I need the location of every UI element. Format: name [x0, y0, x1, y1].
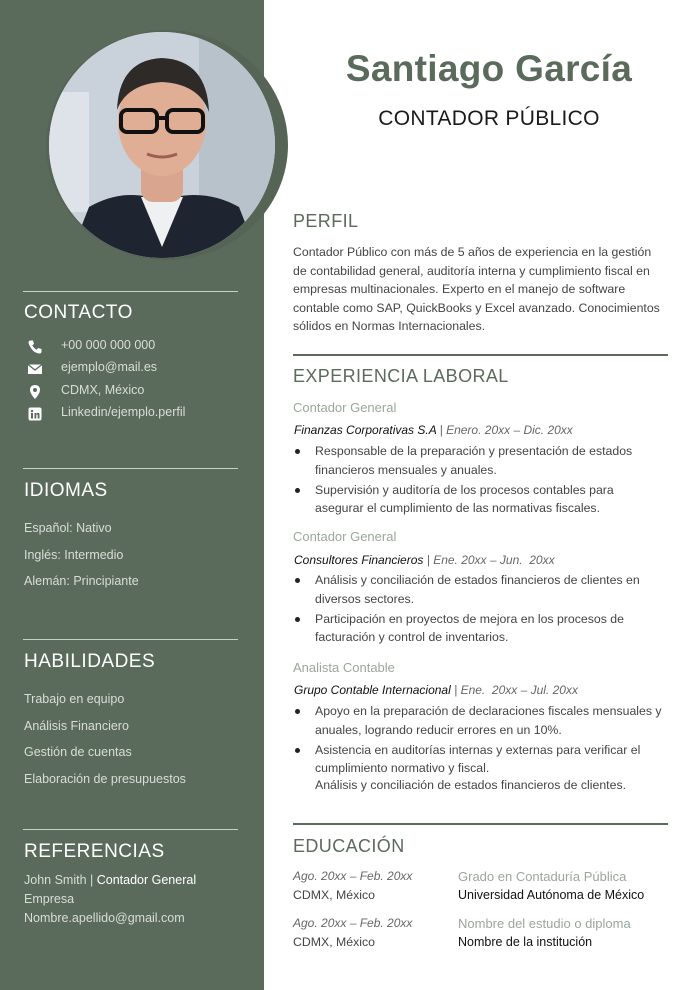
- list-item: Apoyo en la preparación de declaraciones fiscales mensuales y anuales, logrando reducir errores en un 10%.: [293, 702, 665, 739]
- contact-section: [23, 291, 238, 419]
- divider: [293, 354, 668, 356]
- linkedin-icon: [27, 406, 43, 422]
- languages-section: [23, 468, 238, 588]
- education-institution: Nombre de la institución: [458, 935, 593, 949]
- contact-email-text[interactable]: ejemplo@mail.es: [61, 360, 158, 374]
- education-degree: Grado en Contaduría Pública: [458, 869, 627, 884]
- list-item: Supervisión y auditoría de los procesos contables para asegurar el cumplimiento de las normativas fiscales.: [293, 481, 665, 518]
- experience-title: EXPERIENCIA LABORAL: [293, 366, 509, 386]
- reference-email[interactable]: Nombre.apellido@gmail.com: [24, 911, 185, 925]
- education-location: CDMX, México: [293, 935, 375, 949]
- bullet-icon: [295, 617, 300, 622]
- location-pin-icon: [27, 384, 43, 400]
- profile-title: PERFIL: [293, 211, 359, 231]
- job-title: Analista Contable: [293, 660, 395, 675]
- skill-item: Análisis Financiero: [24, 719, 129, 733]
- skills-title: HABILIDADES: [24, 651, 156, 672]
- list-item: Análisis y conciliación de estados financieros de clientes en diversos sectores.: [293, 571, 665, 608]
- language-item: Español: Nativo: [24, 521, 112, 535]
- education-title: EDUCACIÓN: [293, 836, 405, 856]
- skill-item: Gestión de cuentas: [24, 745, 132, 759]
- phone-icon: [27, 339, 43, 355]
- job-bullets: [293, 571, 665, 648]
- job-company: Consultores Financieros: [294, 553, 424, 567]
- divider: [23, 468, 238, 469]
- job-period: | Ene. 20xx – Jun. 20xx: [423, 553, 555, 567]
- reference-position: Contador General: [96, 873, 197, 887]
- divider: [23, 291, 238, 292]
- list-item: Asistencia en auditorías internas y externas para verificar el cumplimiento normativo y fiscal.: [293, 741, 665, 778]
- reference-company: Empresa: [24, 892, 75, 906]
- language-item: Alemán: Principiante: [24, 574, 139, 588]
- list-item: Responsable de la preparación y presentación de estados financieros mensuales y anuales.: [293, 442, 665, 479]
- skill-item: Trabajo en equipo: [24, 692, 125, 706]
- job-company-line: [294, 683, 578, 697]
- language-item: Inglés: Intermedio: [24, 548, 124, 562]
- job-title: Contador General: [293, 529, 397, 544]
- references-title: REFERENCIAS: [24, 841, 165, 862]
- divider: [23, 829, 238, 830]
- profile-photo: [49, 32, 275, 258]
- skills-section: [23, 639, 238, 786]
- job-company-line: [294, 553, 555, 567]
- divider: [293, 823, 668, 825]
- candidate-role: CONTADOR PÚBLICO: [378, 107, 600, 130]
- job-period: | Ene. 20xx – Jul. 20xx: [450, 683, 578, 697]
- reference-separator: |: [86, 873, 97, 887]
- contact-linkedin-text[interactable]: Linkedin/ejemplo.perfil: [61, 405, 186, 419]
- bullet-icon: [295, 709, 300, 714]
- job-company: Finanzas Corporativas S.A: [294, 423, 437, 437]
- job-company: Grupo Contable Internacional: [294, 683, 451, 697]
- reference-name: John Smith: [24, 873, 87, 887]
- languages-title: IDIOMAS: [24, 480, 108, 501]
- job-company-line: [294, 423, 573, 437]
- contact-phone-text[interactable]: +00 000 000 000: [61, 338, 156, 352]
- bullet-icon: [295, 488, 300, 493]
- job-bullets: [293, 702, 665, 779]
- bullet-icon: [295, 449, 300, 454]
- list-item: Participación en proyectos de mejora en los procesos de facturación y control de inventarios.: [293, 610, 665, 647]
- job-bullets: [293, 442, 665, 519]
- profile-text: Contador Público con más de 5 años de experiencia en la gestión de contabilidad general, auditoría interna y cumplimiento fiscal en empresas multinacionales. Experto en el manejo de software contable como SAP, QuickBooks y Excel avanzado. Conocimientos sólidos en Normas Internacionales.: [293, 245, 660, 333]
- candidate-name: Santiago García: [345, 48, 633, 89]
- job-period: | Enero. 20xx – Dic. 20xx: [436, 423, 573, 437]
- mail-icon: [27, 361, 43, 377]
- bullet-icon: [295, 578, 300, 583]
- education-location: CDMX, México: [293, 888, 375, 902]
- references-section: [23, 829, 238, 925]
- skill-item: Elaboración de presupuestos: [24, 772, 186, 786]
- contact-title: CONTACTO: [24, 302, 133, 323]
- job-extra-line: Análisis y conciliación de estados financieros de clientes.: [315, 778, 627, 792]
- education-date: Ago. 20xx – Feb. 20xx: [293, 869, 413, 883]
- divider: [23, 639, 238, 640]
- bullet-icon: [295, 748, 300, 753]
- education-institution: Universidad Autónoma de México: [458, 888, 645, 902]
- education-degree: Nombre del estudio o diploma: [458, 916, 631, 931]
- contact-location-text: CDMX, México: [61, 383, 145, 397]
- education-date: Ago. 20xx – Feb. 20xx: [293, 916, 413, 930]
- job-title: Contador General: [293, 400, 397, 415]
- reference-name-line: [24, 873, 196, 887]
